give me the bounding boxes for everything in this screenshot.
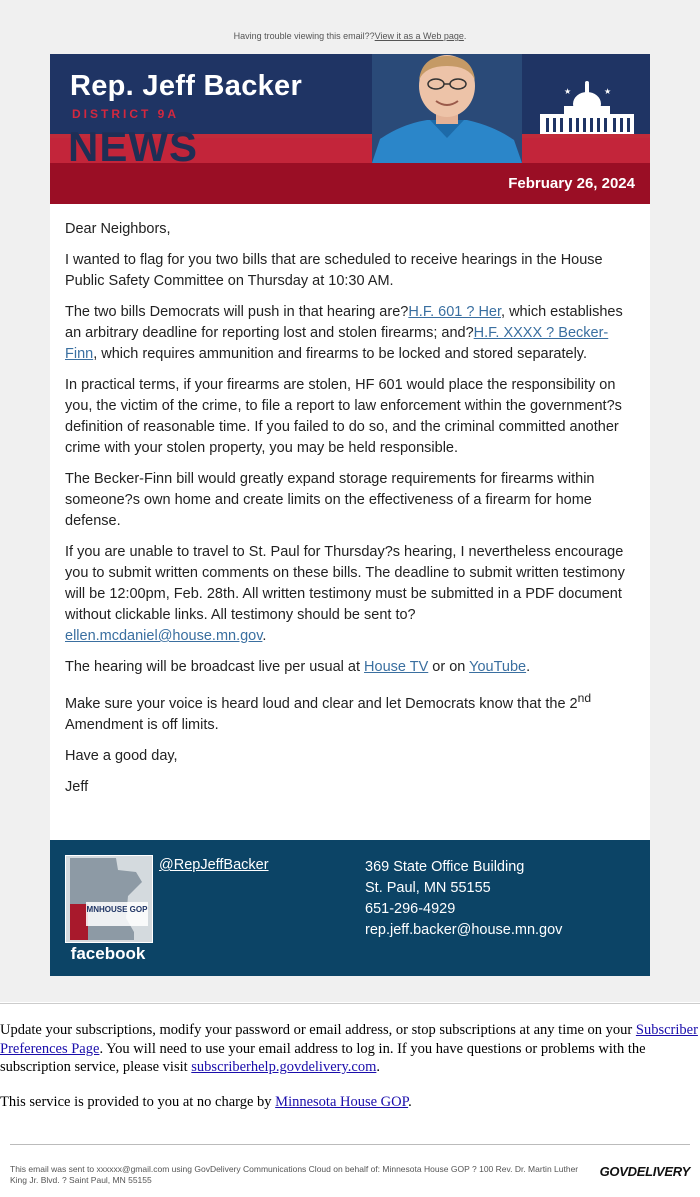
paragraph-6: The hearing will be broadcast live per usual at House TV or on YouTube. [65,659,531,675]
signature: Jeff [65,778,89,795]
paragraph-3: In practical terms, if your firearms are stolen, HF 601 would place the responsibility on you, the victim of the crime, to file a report to law enforcement within the government?s definition of reasonable time. If you failed to do so, and the criminal committed another crime with your stolen property, you may be held responsible. [65,377,622,456]
subscriber-help-link[interactable]: subscriberhelp.govdelivery.com [191,1059,377,1076]
newsletter-header [50,54,650,204]
mn-house-gop-logo[interactable] [65,855,153,943]
sent-notice: This email was sent to xxxxxx@gmail.com using GovDelivery Communications Cloud on behalf of: Minnesota House GOP ? 100 Rev. Dr. Martin Luther King Jr. Blvd. ? Saint Paul, MN 55155 [10,1164,579,1185]
phone-number: 651-296-4929 [365,901,456,917]
svg-text:★: ★ [604,87,612,96]
office-address [365,857,562,941]
newsletter-date: February 26, 2024 [508,175,635,192]
twitter-handle-link[interactable]: @RepJeffBacker [159,857,269,873]
representative-name: Rep. Jeff Backer [70,70,303,102]
district-label: DISTRICT 9A [72,107,180,121]
preheader: Having trouble viewing this email??View it as a Web page. [233,31,467,41]
email-body [50,204,650,840]
paragraph-4: The Becker-Finn bill would greatly expand storage requirements for firearms within someone?s own home and create limits on the effectiveness of a firearm for home defense. [65,471,595,529]
capitol-building-icon [538,80,636,136]
office-email: rep.jeff.backer@house.mn.gov [365,922,563,938]
facebook-link[interactable]: facebook [70,944,146,963]
address-line: 369 State Office Building [365,859,525,875]
govdelivery-logo[interactable]: GOVDELIVERY [599,1164,690,1179]
greeting: Dear Neighbors, [65,221,171,237]
divider [0,1003,700,1004]
hf-becker-finn-link[interactable]: H.F. XXXX ? Becker-Finn [65,325,609,362]
web-version-link[interactable]: View it as a Web page [374,31,464,41]
testimony-email-link[interactable]: ellen.mcdaniel@house.mn.gov [65,628,263,644]
svg-text:★: ★ [564,87,572,96]
house-tv-link[interactable]: House TV [364,659,429,675]
closing: Have a good day, [65,747,178,764]
representative-photo [372,54,522,163]
preheader-text: Having trouble viewing this email?? [233,31,375,41]
paragraph-2: The two bills Democrats will push in that hearing are?H.F. 601 ? Her, which establishes an arbitrary deadline for reporting lost and stolen firearms; and?H.F. XXXX ? Becker-Finn, which requires ammunition and firearms to be locked and stored separately. [65,304,623,362]
paragraph-7: Make sure your voice is heard loud and clear and let Democrats know that the 2nd Amendment is off limits. [65,691,592,733]
paragraph-1: I wanted to flag for you two bills that are scheduled to receive hearings in the House Public Safety Committee on Thursday at 10:30 AM. [65,252,603,289]
address-city: St. Paul, MN 55155 [365,880,491,896]
minnesota-house-gop-link[interactable]: Minnesota House GOP [275,1093,409,1110]
subscription-notice: Update your subscriptions, modify your password or email address, or stop subscriptions at any time on your Subscriber Preferences Page. You will need to use your email address to log in. If you have questions or problems with the subscription service, please visit subscriberhelp.govdelivery.com. This service is provided to you at no charge by Minnesota House GOP. [0,1022,698,1110]
hf601-link[interactable]: H.F. 601 ? Her [408,304,502,320]
paragraph-5: If you are unable to travel to St. Paul for Thursday?s hearing, I nevertheless encourage you to submit written comments on these bills. The deadline to submit written testimony will be 12:00pm, Feb. 28th. All written testimony must be submitted in a PDF document without clickable links. All testimony should be sent to? ellen.mcdaniel@house.mn.gov. [65,544,625,644]
subscriber-preferences-link[interactable]: Subscriber Preferences Page [0,1022,698,1057]
divider [10,1144,690,1145]
news-title: NEWS [68,123,198,170]
contact-footer [50,840,650,976]
youtube-link[interactable]: YouTube [469,659,527,675]
svg-text:MNHOUSE GOP: MNHOUSE GOP [86,905,148,914]
